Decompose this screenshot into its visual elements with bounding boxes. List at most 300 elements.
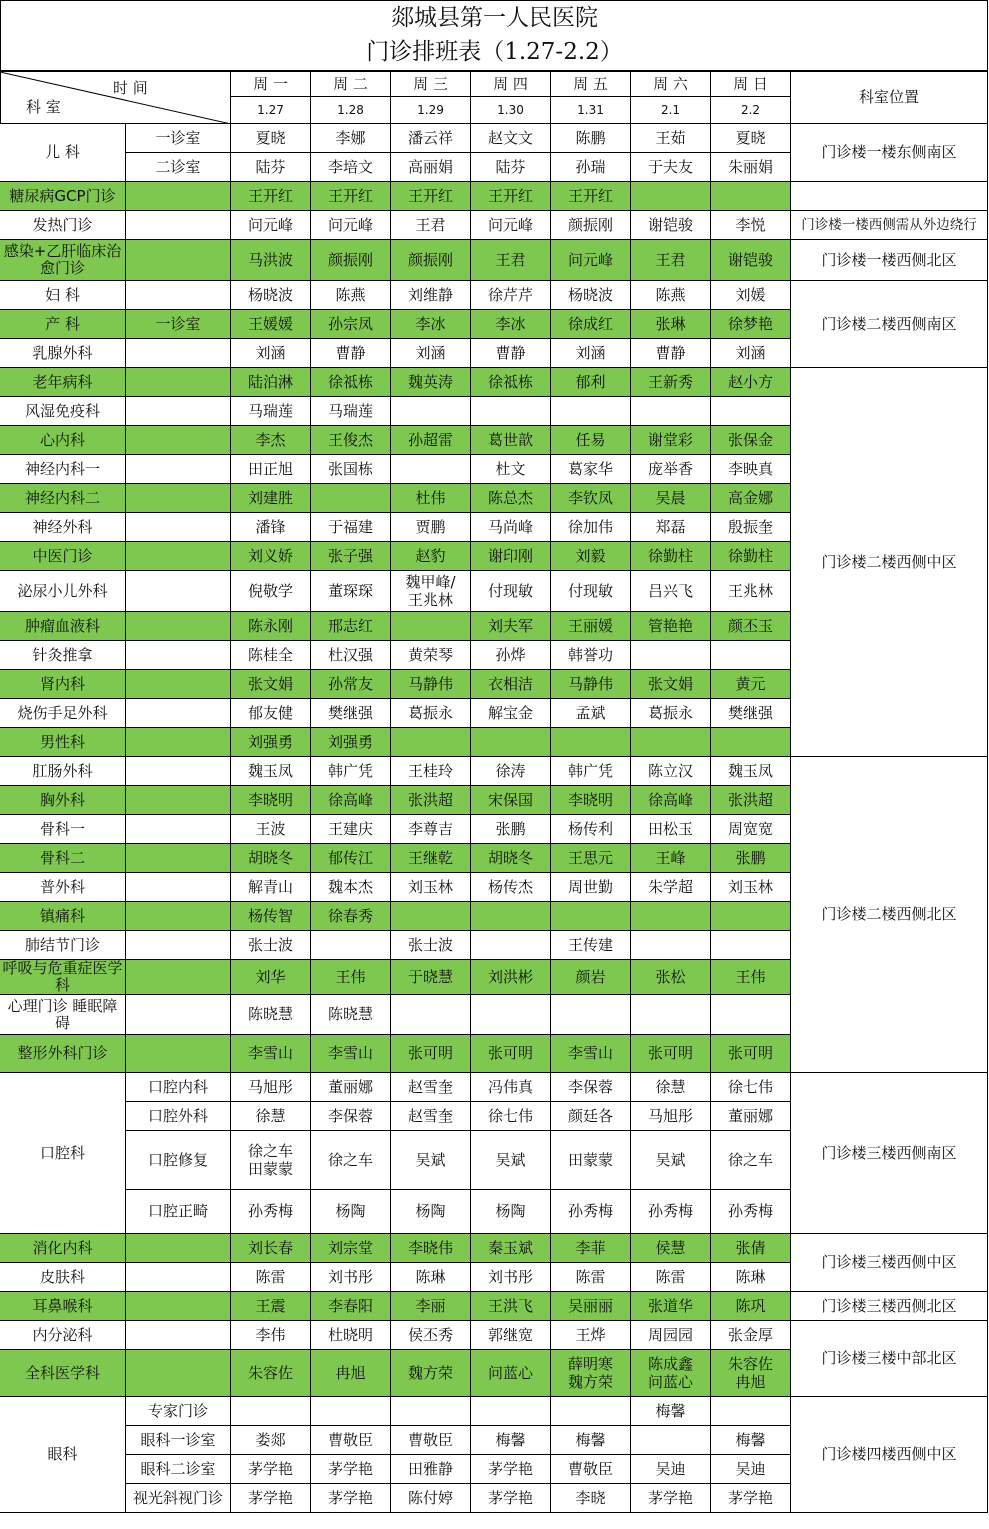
doctor-cell: 薛明寒魏方荣 bbox=[551, 1350, 631, 1397]
doctor-cell: 刘涵 bbox=[391, 339, 471, 368]
doctor-cell: 刘建胜 bbox=[231, 484, 311, 513]
doctor-cell: 杨传智 bbox=[231, 902, 311, 931]
doctor-cell: 杜文 bbox=[471, 455, 551, 484]
department-label: 老年病科 bbox=[0, 368, 126, 397]
location-header: 科室位置 bbox=[791, 72, 988, 124]
doctor-cell: 于晓慧 bbox=[391, 960, 471, 995]
doctor-cell: 徐之车 bbox=[311, 1131, 391, 1190]
location-cell: 门诊楼二楼西侧南区 bbox=[791, 281, 988, 368]
doctor-cell: 董琛琛 bbox=[311, 571, 391, 612]
doctor-cell: 董丽娜 bbox=[311, 1073, 391, 1102]
doctor-cell: 曹敬臣 bbox=[551, 1455, 631, 1484]
doctor-cell: 徐慧 bbox=[231, 1102, 311, 1131]
day-header: 周 一 bbox=[231, 72, 311, 97]
doctor-cell: 张琳 bbox=[631, 310, 711, 339]
doctor-cell: 张可明 bbox=[711, 1035, 791, 1073]
doctor-cell: 刘毅 bbox=[551, 542, 631, 571]
department-label: 肛肠外科 bbox=[0, 757, 126, 786]
doctor-cell bbox=[551, 1397, 631, 1426]
doctor-cell bbox=[711, 1397, 791, 1426]
sub-room-label bbox=[126, 641, 231, 670]
doctor-cell: 张可明 bbox=[391, 1035, 471, 1073]
department-label: 普外科 bbox=[0, 873, 126, 902]
doctor-cell: 邢志红 bbox=[311, 612, 391, 641]
doctor-cell: 李丽 bbox=[391, 1292, 471, 1321]
doctor-cell: 徐加伟 bbox=[551, 513, 631, 542]
doctor-cell: 刘华 bbox=[231, 960, 311, 995]
doctor-cell: 徐涛 bbox=[471, 757, 551, 786]
sub-room-label bbox=[126, 182, 231, 211]
sub-room-label bbox=[126, 397, 231, 426]
day-header: 周 六 bbox=[631, 72, 711, 97]
doctor-cell: 王桂玲 bbox=[391, 757, 471, 786]
doctor-cell: 孙宗凤 bbox=[311, 310, 391, 339]
doctor-cell: 谢铠骏 bbox=[631, 211, 711, 240]
department-label: 消化内科 bbox=[0, 1234, 126, 1263]
doctor-cell: 陈琳 bbox=[711, 1263, 791, 1292]
doctor-cell bbox=[391, 612, 471, 641]
doctor-cell bbox=[311, 1397, 391, 1426]
department-label: 内分泌科 bbox=[0, 1321, 126, 1350]
doctor-cell: 李映真 bbox=[711, 455, 791, 484]
doctor-cell: 杨传利 bbox=[551, 815, 631, 844]
doctor-cell: 付现敏 bbox=[471, 571, 551, 612]
doctor-cell: 樊继强 bbox=[311, 699, 391, 728]
doctor-cell: 杨陶 bbox=[391, 1190, 471, 1234]
doctor-cell: 杨陶 bbox=[471, 1190, 551, 1234]
doctor-cell: 李冰 bbox=[391, 310, 471, 339]
doctor-cell: 徐七伟 bbox=[711, 1073, 791, 1102]
doctor-cell: 张洪超 bbox=[391, 786, 471, 815]
doctor-cell: 曹静 bbox=[631, 339, 711, 368]
doctor-cell: 李尊吉 bbox=[391, 815, 471, 844]
doctor-cell: 刘强勇 bbox=[231, 728, 311, 757]
doctor-cell: 李晓 bbox=[551, 1484, 631, 1513]
department-label: 口腔科 bbox=[0, 1073, 126, 1234]
doctor-cell: 陆泊淋 bbox=[231, 368, 311, 397]
doctor-cell: 李钦凤 bbox=[551, 484, 631, 513]
doctor-cell: 王建庆 bbox=[311, 815, 391, 844]
day-header: 周 日 bbox=[711, 72, 791, 97]
doctor-cell: 刘长春 bbox=[231, 1234, 311, 1263]
location-cell: 门诊楼三楼西侧北区 bbox=[791, 1292, 988, 1321]
doctor-cell: 周宽宽 bbox=[711, 815, 791, 844]
sub-room-label bbox=[126, 612, 231, 641]
doctor-cell: 吴斌 bbox=[471, 1131, 551, 1190]
doctor-cell: 刘夫军 bbox=[471, 612, 551, 641]
doctor-cell: 梅馨 bbox=[631, 1397, 711, 1426]
sub-room-label bbox=[126, 902, 231, 931]
doctor-cell: 杨陶 bbox=[311, 1190, 391, 1234]
doctor-cell: 李伟 bbox=[231, 1321, 311, 1350]
doctor-cell: 陆芬 bbox=[471, 153, 551, 182]
doctor-cell: 曹静 bbox=[311, 339, 391, 368]
doctor-cell bbox=[711, 397, 791, 426]
sub-room-label: 视光斜视门诊 bbox=[126, 1484, 231, 1513]
doctor-cell: 徐之车田蒙蒙 bbox=[231, 1131, 311, 1190]
sub-room-label bbox=[126, 211, 231, 240]
doctor-cell bbox=[551, 902, 631, 931]
doctor-cell: 马旭彤 bbox=[231, 1073, 311, 1102]
doctor-cell: 张文娟 bbox=[231, 670, 311, 699]
doctor-cell: 葛振永 bbox=[391, 699, 471, 728]
doctor-cell: 张倩 bbox=[711, 1234, 791, 1263]
doctor-cell: 孙秀梅 bbox=[231, 1190, 311, 1234]
sub-room-label bbox=[126, 960, 231, 995]
sub-room-label bbox=[126, 1350, 231, 1397]
doctor-cell: 马静伟 bbox=[391, 670, 471, 699]
doctor-cell: 刘书彤 bbox=[311, 1263, 391, 1292]
doctor-cell: 王丽媛 bbox=[551, 612, 631, 641]
doctor-cell: 张子强 bbox=[311, 542, 391, 571]
sub-room-label: 一诊室 bbox=[126, 310, 231, 339]
hospital-title: 郯城县第一人民医院 bbox=[391, 5, 598, 31]
doctor-cell: 周园园 bbox=[631, 1321, 711, 1350]
doctor-cell: 陈雷 bbox=[551, 1263, 631, 1292]
doctor-cell: 马静伟 bbox=[551, 670, 631, 699]
day-header: 周 五 bbox=[551, 72, 631, 97]
doctor-cell bbox=[471, 995, 551, 1035]
doctor-cell: 李雪山 bbox=[231, 1035, 311, 1073]
doctor-cell: 王继乾 bbox=[391, 844, 471, 873]
doctor-cell: 孙超雷 bbox=[391, 426, 471, 455]
doctor-cell: 王君 bbox=[631, 240, 711, 281]
doctor-cell bbox=[471, 902, 551, 931]
doctor-cell: 葛家华 bbox=[551, 455, 631, 484]
doctor-cell: 朱丽娟 bbox=[711, 153, 791, 182]
doctor-cell: 李悦 bbox=[711, 211, 791, 240]
doctor-cell: 徐芹芹 bbox=[471, 281, 551, 310]
doctor-cell: 马旭彤 bbox=[631, 1102, 711, 1131]
doctor-cell: 陆芬 bbox=[231, 153, 311, 182]
location-cell: 门诊楼三楼中部北区 bbox=[791, 1321, 988, 1397]
doctor-cell: 王茹 bbox=[631, 124, 711, 153]
sub-room-label: 口腔修复 bbox=[126, 1131, 231, 1190]
sub-room-label: 口腔内科 bbox=[126, 1073, 231, 1102]
doctor-cell: 王开红 bbox=[391, 182, 471, 211]
doctor-cell: 朱容佐 bbox=[231, 1350, 311, 1397]
doctor-cell: 徐祗栋 bbox=[311, 368, 391, 397]
doctor-cell: 谢堂彩 bbox=[631, 426, 711, 455]
doctor-cell: 问蓝心 bbox=[471, 1350, 551, 1397]
doctor-cell: 魏方荣 bbox=[391, 1350, 471, 1397]
doctor-cell: 茅学艳 bbox=[711, 1484, 791, 1513]
doctor-cell: 陈成鑫问蓝心 bbox=[631, 1350, 711, 1397]
sub-room-label bbox=[126, 240, 231, 281]
doctor-cell: 王峰 bbox=[631, 844, 711, 873]
sub-room-label bbox=[126, 542, 231, 571]
doctor-cell: 刘涵 bbox=[711, 339, 791, 368]
doctor-cell: 王君 bbox=[391, 211, 471, 240]
doctor-cell: 李保蓉 bbox=[551, 1073, 631, 1102]
doctor-cell: 庞举香 bbox=[631, 455, 711, 484]
doctor-cell: 李冰 bbox=[471, 310, 551, 339]
doctor-cell: 赵文文 bbox=[471, 124, 551, 153]
doctor-cell: 吴迪 bbox=[631, 1455, 711, 1484]
location-cell: 门诊楼一楼西侧北区 bbox=[791, 240, 988, 281]
doctor-cell: 李晓明 bbox=[231, 786, 311, 815]
department-label: 心理门诊 睡眠障碍 bbox=[0, 995, 126, 1035]
doctor-cell: 刘维静 bbox=[391, 281, 471, 310]
doctor-cell: 田正旭 bbox=[231, 455, 311, 484]
sub-room-label: 二诊室 bbox=[126, 153, 231, 182]
doctor-cell bbox=[711, 995, 791, 1035]
sub-room-label bbox=[126, 368, 231, 397]
sub-room-label bbox=[126, 757, 231, 786]
doctor-cell: 茅学艳 bbox=[311, 1455, 391, 1484]
doctor-cell: 陈立汉 bbox=[631, 757, 711, 786]
doctor-cell: 李菲 bbox=[551, 1234, 631, 1263]
doctor-cell: 徐之车 bbox=[711, 1131, 791, 1190]
doctor-cell bbox=[711, 641, 791, 670]
sub-room-label: 眼科一诊室 bbox=[126, 1426, 231, 1455]
doctor-cell: 黄元 bbox=[711, 670, 791, 699]
doctor-cell bbox=[711, 931, 791, 960]
doctor-cell: 王思元 bbox=[551, 844, 631, 873]
doctor-cell: 于福建 bbox=[311, 513, 391, 542]
doctor-cell: 宋保国 bbox=[471, 786, 551, 815]
doctor-cell: 张鹏 bbox=[471, 815, 551, 844]
doctor-cell: 颜廷各 bbox=[551, 1102, 631, 1131]
department-label: 耳鼻喉科 bbox=[0, 1292, 126, 1321]
doctor-cell: 赵小方 bbox=[711, 368, 791, 397]
doctor-cell: 郑磊 bbox=[631, 513, 711, 542]
doctor-cell: 茅学艳 bbox=[631, 1484, 711, 1513]
doctor-cell: 樊继强 bbox=[711, 699, 791, 728]
doctor-cell: 梅馨 bbox=[471, 1426, 551, 1455]
doctor-cell: 徐成红 bbox=[551, 310, 631, 339]
doctor-cell: 董丽娜 bbox=[711, 1102, 791, 1131]
day-header: 周 四 bbox=[471, 72, 551, 97]
doctor-cell: 陈永刚 bbox=[231, 612, 311, 641]
doctor-cell: 郁利 bbox=[551, 368, 631, 397]
doctor-cell: 马瑞莲 bbox=[311, 397, 391, 426]
doctor-cell: 李雪山 bbox=[311, 1035, 391, 1073]
doctor-cell: 张士波 bbox=[391, 931, 471, 960]
doctor-cell: 李晓明 bbox=[551, 786, 631, 815]
sub-room-label bbox=[126, 1234, 231, 1263]
doctor-cell: 葛振永 bbox=[631, 699, 711, 728]
doctor-cell: 杨传杰 bbox=[471, 873, 551, 902]
doctor-cell: 王新秀 bbox=[631, 368, 711, 397]
sub-room-label bbox=[126, 455, 231, 484]
doctor-cell bbox=[311, 484, 391, 513]
doctor-cell: 颜振刚 bbox=[551, 211, 631, 240]
doctor-cell: 王媛媛 bbox=[231, 310, 311, 339]
doctor-cell: 徐祗栋 bbox=[471, 368, 551, 397]
doctor-cell: 于夫友 bbox=[631, 153, 711, 182]
date-header: 1.28 bbox=[311, 97, 391, 124]
doctor-cell: 张道华 bbox=[631, 1292, 711, 1321]
doctor-cell: 刘玉林 bbox=[391, 873, 471, 902]
doctor-cell bbox=[551, 728, 631, 757]
doctor-cell: 韩广凭 bbox=[551, 757, 631, 786]
doctor-cell bbox=[711, 728, 791, 757]
doctor-cell: 魏玉凤 bbox=[711, 757, 791, 786]
doctor-cell: 曹敬臣 bbox=[391, 1426, 471, 1455]
doctor-cell: 潘云祥 bbox=[391, 124, 471, 153]
location-cell: 门诊楼二楼西侧北区 bbox=[791, 757, 988, 1073]
doctor-cell: 李培文 bbox=[311, 153, 391, 182]
doctor-cell: 马瑞莲 bbox=[231, 397, 311, 426]
sub-room-label bbox=[126, 931, 231, 960]
doctor-cell bbox=[631, 182, 711, 211]
doctor-cell: 吴斌 bbox=[391, 1131, 471, 1190]
doctor-cell: 秦玉斌 bbox=[471, 1234, 551, 1263]
doctor-cell: 冯伟真 bbox=[471, 1073, 551, 1102]
doctor-cell: 杜伟 bbox=[391, 484, 471, 513]
department-label: 乳腺外科 bbox=[0, 339, 126, 368]
doctor-cell: 颜振刚 bbox=[311, 240, 391, 281]
date-header: 2.2 bbox=[711, 97, 791, 124]
sub-room-label: 专家门诊 bbox=[126, 1397, 231, 1426]
doctor-cell: 解宝金 bbox=[471, 699, 551, 728]
doctor-cell: 王洪飞 bbox=[471, 1292, 551, 1321]
department-label: 肾内科 bbox=[0, 670, 126, 699]
doctor-cell: 王开红 bbox=[551, 182, 631, 211]
department-label: 肿瘤血液科 bbox=[0, 612, 126, 641]
doctor-cell bbox=[391, 902, 471, 931]
doctor-cell: 陈付婷 bbox=[391, 1484, 471, 1513]
doctor-cell: 王兆林 bbox=[711, 571, 791, 612]
header-corner bbox=[0, 72, 231, 124]
department-label: 胸外科 bbox=[0, 786, 126, 815]
doctor-cell bbox=[631, 902, 711, 931]
sub-room-label bbox=[126, 571, 231, 612]
doctor-cell: 周世勤 bbox=[551, 873, 631, 902]
doctor-cell: 夏晓 bbox=[711, 124, 791, 153]
doctor-cell: 黄荣琴 bbox=[391, 641, 471, 670]
doctor-cell: 朱学超 bbox=[631, 873, 711, 902]
doctor-cell: 李晓伟 bbox=[391, 1234, 471, 1263]
doctor-cell: 杜晓明 bbox=[311, 1321, 391, 1350]
doctor-cell: 李杰 bbox=[231, 426, 311, 455]
doctor-cell: 管艳艳 bbox=[631, 612, 711, 641]
doctor-cell bbox=[471, 931, 551, 960]
doctor-cell: 胡晓冬 bbox=[471, 844, 551, 873]
doctor-cell: 曹敬臣 bbox=[311, 1426, 391, 1455]
date-header: 1.29 bbox=[391, 97, 471, 124]
doctor-cell: 高丽娟 bbox=[391, 153, 471, 182]
sub-room-label bbox=[126, 1263, 231, 1292]
time-label: 时 间 bbox=[113, 79, 148, 97]
sub-room-label bbox=[126, 1292, 231, 1321]
doctor-cell bbox=[471, 728, 551, 757]
doctor-cell: 吴斌 bbox=[631, 1131, 711, 1190]
doctor-cell: 陈总杰 bbox=[471, 484, 551, 513]
doctor-cell: 徐勤柱 bbox=[631, 542, 711, 571]
schedule-title: 门诊排班表（1.27-2.2） bbox=[366, 39, 623, 65]
doctor-cell: 张松 bbox=[631, 960, 711, 995]
department-label: 眼科 bbox=[0, 1397, 126, 1513]
sub-room-label bbox=[126, 995, 231, 1035]
doctor-cell bbox=[551, 995, 631, 1035]
doctor-cell: 赵豹 bbox=[391, 542, 471, 571]
doctor-cell: 解青山 bbox=[231, 873, 311, 902]
doctor-cell: 赵雪奎 bbox=[391, 1073, 471, 1102]
doctor-cell bbox=[551, 397, 631, 426]
doctor-cell: 茅学艳 bbox=[311, 1484, 391, 1513]
doctor-cell: 孙秀梅 bbox=[551, 1190, 631, 1234]
doctor-cell: 陈鹏 bbox=[551, 124, 631, 153]
doctor-cell: 王震 bbox=[231, 1292, 311, 1321]
doctor-cell bbox=[631, 728, 711, 757]
sub-room-label: 一诊室 bbox=[126, 124, 231, 153]
department-label: 神经内科一 bbox=[0, 455, 126, 484]
doctor-cell: 付现敏 bbox=[551, 571, 631, 612]
doctor-cell: 张洪超 bbox=[711, 786, 791, 815]
doctor-cell: 问元峰 bbox=[471, 211, 551, 240]
sub-room-label bbox=[126, 844, 231, 873]
doctor-cell: 杜汉强 bbox=[311, 641, 391, 670]
doctor-cell: 刘宗堂 bbox=[311, 1234, 391, 1263]
doctor-cell: 刘涵 bbox=[551, 339, 631, 368]
doctor-cell: 赵雪奎 bbox=[391, 1102, 471, 1131]
department-label: 风湿免疫科 bbox=[0, 397, 126, 426]
doctor-cell: 孙秀梅 bbox=[711, 1190, 791, 1234]
doctor-cell: 孟斌 bbox=[551, 699, 631, 728]
doctor-cell: 葛世歆 bbox=[471, 426, 551, 455]
doctor-cell: 刘玉林 bbox=[711, 873, 791, 902]
doctor-cell: 孙秀梅 bbox=[631, 1190, 711, 1234]
doctor-cell bbox=[631, 1426, 711, 1455]
department-label: 泌尿小儿外科 bbox=[0, 571, 126, 612]
doctor-cell bbox=[631, 641, 711, 670]
doctor-cell: 刘涵 bbox=[231, 339, 311, 368]
day-header: 周 二 bbox=[311, 72, 391, 97]
doctor-cell: 吴迪 bbox=[711, 1455, 791, 1484]
doctor-cell: 马尚峰 bbox=[471, 513, 551, 542]
doctor-cell: 侯丕秀 bbox=[391, 1321, 471, 1350]
date-header: 1.30 bbox=[471, 97, 551, 124]
sub-room-label bbox=[126, 281, 231, 310]
doctor-cell: 李雪山 bbox=[551, 1035, 631, 1073]
doctor-cell: 李春阳 bbox=[311, 1292, 391, 1321]
doctor-cell: 张可明 bbox=[631, 1035, 711, 1073]
doctor-cell: 问元峰 bbox=[311, 211, 391, 240]
doctor-cell: 徐高峰 bbox=[311, 786, 391, 815]
doctor-cell: 郭继宽 bbox=[471, 1321, 551, 1350]
location-cell: 门诊楼二楼西侧中区 bbox=[791, 368, 988, 757]
doctor-cell: 贾鹏 bbox=[391, 513, 471, 542]
department-label: 糖尿病GCP门诊 bbox=[0, 182, 126, 211]
doctor-cell: 孙瑞 bbox=[551, 153, 631, 182]
doctor-cell: 刘书彤 bbox=[471, 1263, 551, 1292]
doctor-cell: 刘媛 bbox=[711, 281, 791, 310]
doctor-cell: 魏甲峰/王兆林 bbox=[391, 571, 471, 612]
sub-room-label bbox=[126, 426, 231, 455]
doctor-cell: 张保金 bbox=[711, 426, 791, 455]
doctor-cell: 胡晓冬 bbox=[231, 844, 311, 873]
department-label: 镇痛科 bbox=[0, 902, 126, 931]
doctor-cell: 王开红 bbox=[311, 182, 391, 211]
doctor-cell: 郁友健 bbox=[231, 699, 311, 728]
doctor-cell: 张士波 bbox=[231, 931, 311, 960]
sub-room-label bbox=[126, 670, 231, 699]
doctor-cell bbox=[391, 728, 471, 757]
doctor-cell: 任易 bbox=[551, 426, 631, 455]
department-label: 针灸推拿 bbox=[0, 641, 126, 670]
location-cell: 门诊楼一楼西侧需从外边绕行 bbox=[791, 211, 988, 240]
department-label: 产 科 bbox=[0, 310, 126, 339]
doctor-cell: 杨晓波 bbox=[231, 281, 311, 310]
sub-room-label bbox=[126, 484, 231, 513]
doctor-cell: 刘强勇 bbox=[311, 728, 391, 757]
doctor-cell: 王烨 bbox=[551, 1321, 631, 1350]
doctor-cell: 张文娟 bbox=[631, 670, 711, 699]
doctor-cell: 颜振刚 bbox=[391, 240, 471, 281]
doctor-cell: 侯慧 bbox=[631, 1234, 711, 1263]
